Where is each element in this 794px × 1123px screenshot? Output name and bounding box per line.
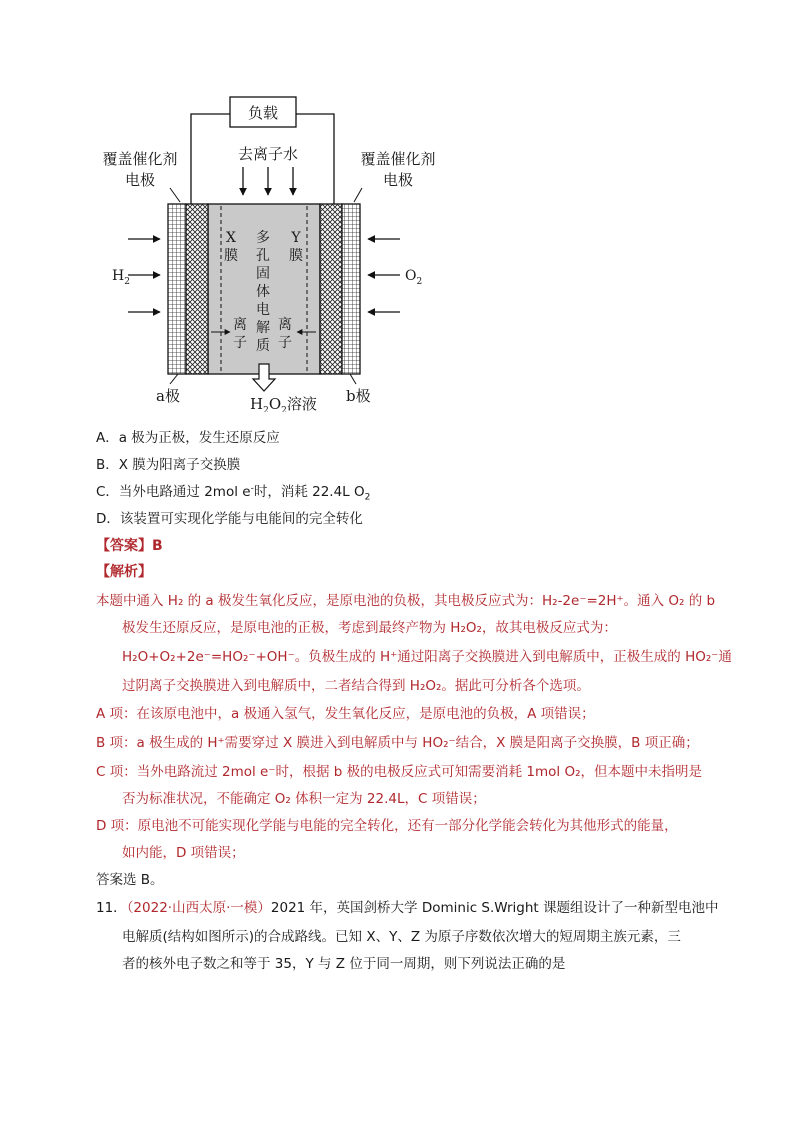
- svg-text:子: 子: [233, 335, 247, 351]
- question-11-source: （2022·山西太原·一模）: [126, 900, 271, 916]
- h2-label: $H_2$: [112, 268, 130, 287]
- water-label: 去离子水: [237, 145, 299, 163]
- svg-text:电极: 电极: [382, 171, 414, 189]
- left-electrode-label: 覆盖催化剂: [102, 150, 178, 168]
- question-11-line-1: 11．（2022·山西太原·一模）2021 年，英国剑桥大学 Dominic S.Wright 课题组设计了一种新型电池中: [96, 900, 719, 916]
- svg-text:子: 子: [278, 335, 292, 351]
- y-membrane-label: Y: [291, 230, 301, 246]
- analysis-line-3: H₂O+O₂+2e⁻=HO₂⁻+OH⁻。负极生成的 H⁺通过阳离子交换膜进入到电解质中，正极生成的 HO₂⁻通: [122, 649, 732, 665]
- svg-text:膜: 膜: [289, 248, 303, 264]
- analysis-c-line-2: 否为标准状况，不能确定 O₂ 体积一定为 22.4L，C 项错误；: [122, 791, 486, 807]
- question-11-line-3: 者的核外电子数之和等于 35，Y 与 Z 位于同一周期，则下列说法正确的是: [122, 956, 566, 972]
- analysis-a: A 项：在该原电池中，a 极通入氢气，发生氧化反应，是原电池的负极，A 项错误；: [96, 706, 595, 722]
- svg-text:质: 质: [256, 338, 270, 354]
- left-grid-electrode: [168, 204, 186, 374]
- right-wire: [296, 114, 334, 204]
- analysis-line-4: 过阴离子交换膜进入到电解质中，二者结合得到 H₂O₂。据此可分析各个选项。: [122, 678, 590, 694]
- svg-text:电: 电: [256, 302, 270, 318]
- svg-text:体: 体: [256, 284, 270, 300]
- left-ion-label: 离: [233, 317, 247, 333]
- o2-label: $O_2$: [405, 268, 423, 287]
- question-11-line-2: 电解质(结构如图所示)的合成路线。已知 X、Y、Z 为原子序数依次增大的短周期主族元素，三: [122, 929, 681, 945]
- analysis-line-2: 极发生还原反应，是原电池的正极，考虑到最终产物为 H₂O₂，故其电极反应式为：: [122, 620, 617, 636]
- svg-text:电极: 电极: [124, 171, 156, 189]
- analysis-label: 【解析】: [96, 564, 152, 580]
- svg-text:多: 多: [256, 230, 270, 246]
- right-electrode-label: 覆盖催化剂: [360, 150, 436, 168]
- left-catalyst-layer: [186, 204, 208, 374]
- left-wire: [191, 114, 230, 204]
- electrolyte-label: [256, 230, 270, 354]
- right-catalyst-layer: [320, 204, 342, 374]
- analysis-d-line-2: 如内能，D 项错误；: [122, 845, 245, 861]
- fuel-cell-diagram: [100, 92, 460, 412]
- svg-text:膜: 膜: [224, 248, 238, 264]
- analysis-line-1: 本题中通入 H₂ 的 a 极发生氧化反应，是原电池的负极，其电极反应式为：H₂-2e⁻=2H⁺。通入 O₂ 的 b: [96, 593, 716, 609]
- b-pole-label: b极: [346, 387, 371, 405]
- right-grid-electrode: [342, 204, 360, 374]
- svg-text:固: 固: [256, 266, 270, 282]
- option-b: B．X 膜为阳离子交换膜: [96, 457, 241, 473]
- right-ion-label: 离: [278, 317, 292, 333]
- load-label: 负载: [247, 104, 279, 122]
- x-membrane-label: X: [226, 230, 236, 246]
- analysis-b: B 项：a 极生成的 H⁺需要穿过 X 膜进入到电解质中与 HO₂⁻结合，X 膜是阳离子交换膜，B 项正确；: [96, 735, 699, 751]
- analysis-d-line-1: D 项：原电池不可能实现化学能与电能的完全转化，还有一部分化学能会转化为其他形式的能量，: [96, 818, 678, 834]
- final-answer: 答案选 B。: [96, 872, 164, 888]
- option-c: C．当外电路通过 2mol e-时，消耗 22.4L $O_2$: [96, 483, 371, 503]
- svg-text:解: 解: [256, 320, 270, 336]
- svg-text:孔: 孔: [256, 248, 270, 264]
- a-pole-label: a极: [156, 387, 180, 405]
- output-label: $H_2O_2$溶液: [250, 395, 317, 412]
- answer-label: 【答案】B: [96, 538, 163, 554]
- option-a: A．a 极为正极，发生还原反应: [96, 430, 280, 446]
- option-d: D．该装置可实现化学能与电能间的完全转化: [96, 511, 363, 527]
- analysis-c-line-1: C 项：当外电路流过 2mol e⁻时，根据 b 极的电极反应式可知需要消耗 1mol O₂，但本题中未指明是: [96, 764, 703, 780]
